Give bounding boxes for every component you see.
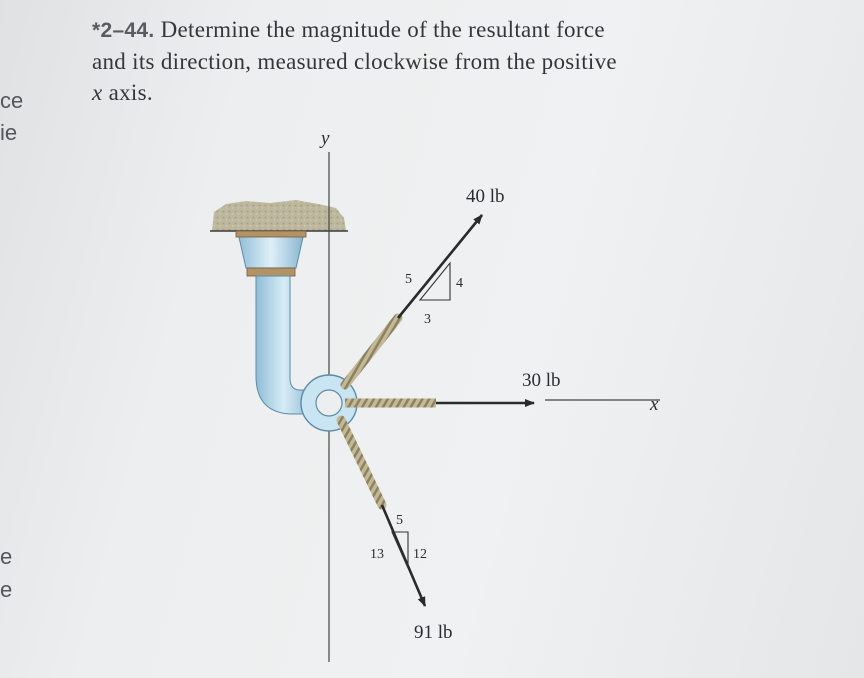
ceiling-support — [212, 200, 346, 231]
x-variable: x — [92, 80, 103, 105]
slope-40-run: 3 — [424, 312, 431, 327]
margin-fragment: ie — [0, 120, 18, 145]
slope-91-hyp: 13 — [370, 547, 384, 562]
problem-text-1: Determine the magnitude of the resultant force — [160, 17, 605, 42]
slope-91-short: 5 — [396, 513, 403, 528]
pipe-band — [247, 268, 295, 276]
pipe-flange — [238, 233, 304, 268]
rope-91 — [341, 420, 382, 505]
margin-fragment: ce — [0, 88, 24, 113]
slope-40-hyp: 5 — [405, 272, 412, 287]
rope-40 — [345, 318, 398, 385]
flange-band — [236, 231, 306, 237]
slope-triangle-40 — [420, 263, 450, 300]
problem-line-2: and its direction, measured clockwise from the positive — [92, 49, 617, 74]
slope-triangle-91 — [392, 532, 408, 568]
ring-hole — [316, 390, 342, 416]
margin-fragment: e — [0, 544, 13, 569]
slope-91-long: 12 — [413, 547, 427, 562]
force-91-label: 91 lb — [414, 622, 453, 643]
slope-40-rise: 4 — [456, 276, 463, 291]
problem-number: *2–44. — [92, 19, 155, 42]
problem-text-3: axis. — [102, 80, 153, 105]
force-40-arrow[interactable] — [398, 215, 482, 318]
margin-fragment: e — [0, 577, 13, 602]
x-axis-label: x — [650, 394, 659, 415]
force-40-label: 40 lb — [466, 186, 505, 207]
force-30-label: 30 lb — [522, 370, 561, 391]
y-axis-label: y — [321, 128, 330, 149]
